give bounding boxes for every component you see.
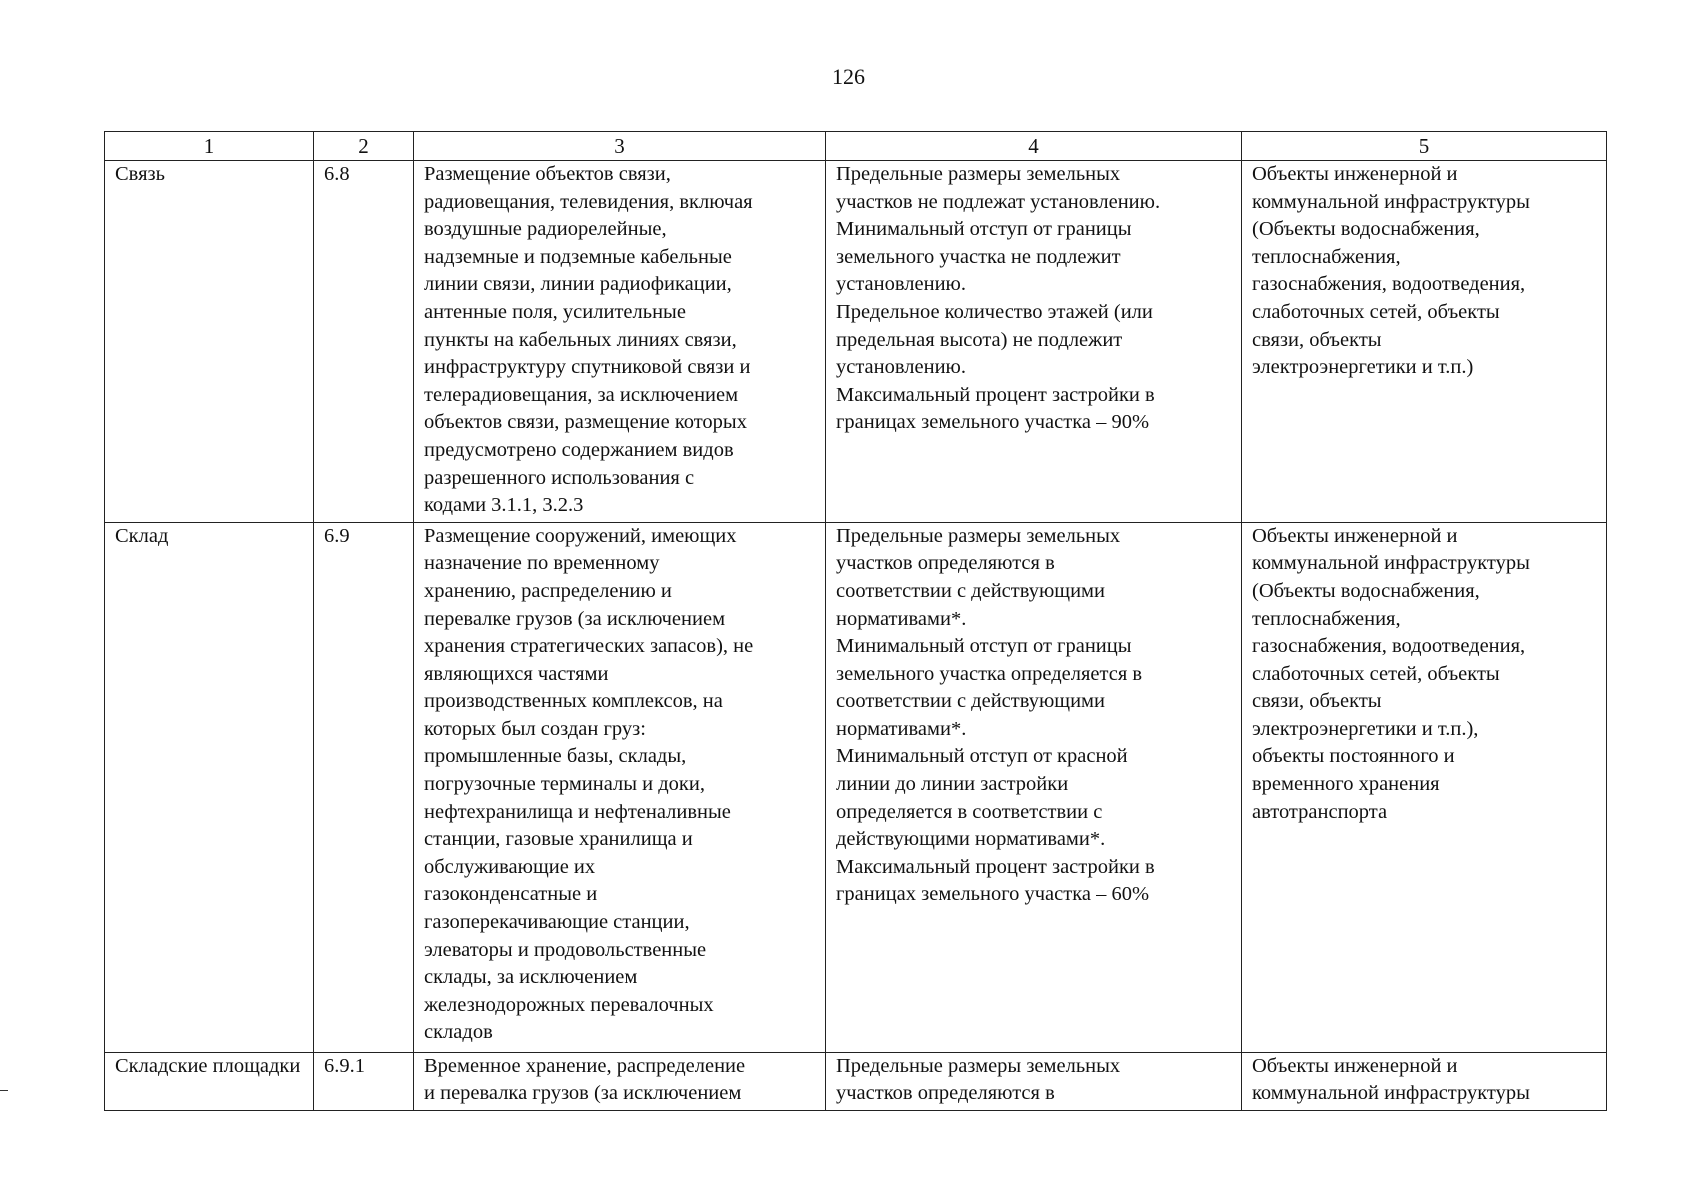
use-parameters-cell — [826, 161, 1242, 523]
cell-text-line: связи, объекты — [1252, 328, 1382, 351]
cell-text-line: Максимальный процент застройки в — [836, 383, 1155, 406]
page-number: 126 — [832, 64, 865, 89]
cell-text-line: и перевалка грузов (за исключением — [424, 1082, 742, 1105]
cell-text-line: коммунальной инфраструктуры — [1252, 552, 1530, 575]
cell-text-line: газоснабжения, водоотведения, — [1252, 273, 1526, 296]
cell-text-line: земельного участка не подлежит — [836, 245, 1121, 268]
cell-text-line: радиовещания, телевидения, включая — [424, 190, 753, 213]
cell-text-line: участков определяются в — [836, 552, 1055, 575]
cell-text-line: воздушные радиорелейные, — [424, 218, 667, 241]
cell-text-line: надземные и подземные кабельные — [424, 245, 732, 268]
table-row — [105, 522, 1607, 1052]
cell-text-line: нормативами*. — [836, 607, 967, 630]
cell-text-line: Размещение сооружений, имеющих — [424, 524, 737, 547]
use-parameters-cell — [826, 522, 1242, 1052]
cell-text-line: линии связи, линии радиофикации, — [424, 273, 732, 296]
cell-text-line: установлению. — [836, 273, 966, 296]
cell-text-line: электроэнергетики и т.п.) — [1252, 356, 1474, 379]
cell-text-line: хранению, распределению и — [424, 579, 672, 602]
cell-text-line: слаботочных сетей, объекты — [1252, 662, 1500, 685]
cell-text-line: железнодорожных перевалочных — [424, 993, 714, 1016]
cell-text-line: электроэнергетики и т.п.), — [1252, 717, 1479, 740]
cell-text-line: Объекты инженерной и — [1252, 524, 1458, 547]
cell-text-line: обслуживающие их — [424, 855, 596, 878]
cell-text-line: кодами 3.1.1, 3.2.3 — [424, 494, 584, 517]
cell-text-line: соответствии с действующими — [836, 690, 1105, 713]
use-auxiliary-cell — [1242, 1052, 1607, 1110]
cell-text-line: перевалке грузов (за исключением — [424, 607, 726, 630]
cell-text-line: станции, газовые хранилища и — [424, 828, 693, 851]
cell-text-line: погрузочные терминалы и доки, — [424, 773, 705, 796]
cell-text-line: временного хранения — [1252, 773, 1440, 796]
cell-text-line: Предельные размеры земельных — [836, 524, 1121, 547]
cell-text-line: инфраструктуру спутниковой связи и — [424, 356, 751, 379]
cell-text-line: нормативами*. — [836, 717, 967, 740]
cell-text-line: соответствии с действующими — [836, 579, 1105, 602]
cell-text-line: Минимальный отступ от границы — [836, 218, 1132, 241]
cell-text-line: Минимальный отступ от границы — [836, 635, 1132, 658]
cell-text-line: разрешенного использования с — [424, 466, 695, 489]
cell-text-line: теплоснабжения, — [1252, 245, 1401, 268]
cell-text-line: Объекты инженерной и — [1252, 163, 1458, 185]
table-row — [105, 161, 1607, 523]
header-col-4: 4 — [826, 132, 1242, 161]
use-code-cell: 6.9.1 — [314, 1052, 414, 1110]
use-code-cell: 6.8 — [314, 161, 414, 523]
cell-text-line: хранения стратегических запасов), не — [424, 635, 754, 658]
cell-text-line: коммунальной инфраструктуры — [1252, 1082, 1530, 1105]
cell-text-line: газоперекачивающие станции, — [424, 911, 690, 934]
cell-text-line: складов — [424, 1021, 493, 1044]
cell-text-line: предельная высота) не подлежит — [836, 328, 1123, 351]
use-auxiliary-cell — [1242, 522, 1607, 1052]
use-parameters-cell — [826, 1052, 1242, 1110]
cell-text-line: производственных комплексов, на — [424, 690, 723, 713]
cell-text-line: элеваторы и продовольственные — [424, 938, 707, 961]
cell-text-line: склады, за исключением — [424, 966, 638, 989]
cell-text-line: объектов связи, размещение которых — [424, 411, 747, 434]
cell-text-line: промышленные базы, склады, — [424, 745, 687, 768]
cell-text-line: телерадиовещания, за исключением — [424, 383, 739, 406]
cell-text-line: связи, объекты — [1252, 690, 1382, 713]
cell-text-line: Предельные размеры земельных — [836, 163, 1121, 185]
cell-text-line: Максимальный процент застройки в — [836, 855, 1155, 878]
cell-text-line: Предельные размеры земельных — [836, 1054, 1121, 1077]
cell-text-line: действующими нормативами*. — [836, 828, 1106, 851]
cell-text-line: Объекты инженерной и — [1252, 1054, 1458, 1077]
cell-text-line: предусмотрено содержанием видов — [424, 438, 734, 461]
use-description-cell — [414, 161, 826, 523]
cell-text-line: границах земельного участка – 60% — [836, 883, 1150, 906]
cell-text-line: границах земельного участка – 90% — [836, 411, 1150, 434]
cell-text-line: коммунальной инфраструктуры — [1252, 190, 1530, 213]
cell-text-line: определяется в соответствии с — [836, 800, 1103, 823]
use-name-cell: Связь — [105, 161, 314, 523]
cell-text-line: земельного участка определяется в — [836, 662, 1143, 685]
cell-text-line: назначение по временному — [424, 552, 660, 575]
header-col-3: 3 — [414, 132, 826, 161]
margin-mark — [0, 1090, 8, 1091]
cell-text-line: являющихся частями — [424, 662, 609, 685]
cell-text-line: газоснабжения, водоотведения, — [1252, 635, 1526, 658]
cell-text-line: Предельное количество этажей (или — [836, 300, 1153, 323]
use-description-cell — [414, 522, 826, 1052]
cell-text-line: слаботочных сетей, объекты — [1252, 300, 1500, 323]
cell-text-line: Минимальный отступ от красной — [836, 745, 1128, 768]
use-auxiliary-cell — [1242, 161, 1607, 523]
cell-text-line: пункты на кабельных линиях связи, — [424, 328, 737, 351]
header-col-2: 2 — [314, 132, 414, 161]
cell-text-line: установлению. — [836, 356, 966, 379]
cell-text-line: участков не подлежат установлению. — [836, 190, 1161, 213]
header-row — [105, 132, 1607, 161]
cell-text-line: теплоснабжения, — [1252, 607, 1401, 630]
cell-text-line: объекты постоянного и — [1252, 745, 1455, 768]
cell-text-line: линии до линии застройки — [836, 773, 1069, 796]
header-col-5: 5 — [1242, 132, 1607, 161]
cell-text-line: автотранспорта — [1252, 800, 1388, 823]
zoning-table — [104, 131, 1607, 1111]
cell-text-line: нефтехранилища и нефтеналивные — [424, 800, 731, 823]
table-row — [105, 1052, 1607, 1110]
cell-text-line: которых был создан груз: — [424, 717, 646, 740]
use-code-cell: 6.9 — [314, 522, 414, 1052]
cell-text-line: газоконденсатные и — [424, 883, 598, 906]
cell-text-line: (Объекты водоснабжения, — [1252, 579, 1480, 602]
use-name-cell: Склад — [105, 522, 314, 1052]
cell-text-line: участков определяются в — [836, 1082, 1055, 1105]
header-col-1: 1 — [105, 132, 314, 161]
cell-text-line: Размещение объектов связи, — [424, 163, 671, 185]
cell-text-line: Временное хранение, распределение — [424, 1054, 746, 1077]
use-description-cell — [414, 1052, 826, 1110]
use-name-cell: Складские площадки — [105, 1052, 314, 1110]
cell-text-line: (Объекты водоснабжения, — [1252, 218, 1480, 241]
cell-text-line: антенные поля, усилительные — [424, 300, 686, 323]
